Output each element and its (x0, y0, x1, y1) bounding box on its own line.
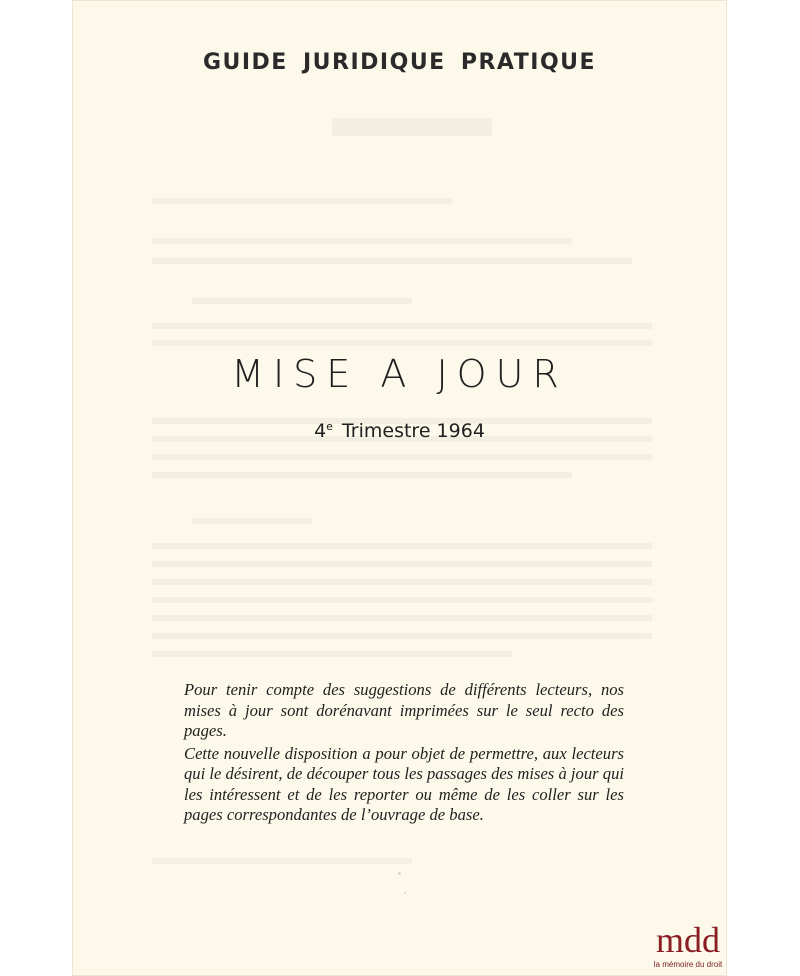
quarter-subtitle (72, 420, 727, 442)
ordinal-suffix: e (326, 420, 333, 433)
document-page (72, 0, 727, 976)
logo-lettering: mdd (655, 920, 721, 960)
paper-speck (404, 892, 406, 894)
notice-paragraph: Cette nouvelle disposition a pour objet de permettre, aux lecteurs qui le désirent, de découper tous les passages des mises à jour qui les intéressent et de les reporter ou même de les coller sur les pages correspondantes de l’ouvrage de base. (184, 743, 624, 824)
notice-paragraph: Pour tenir compte des suggestions de différents lecteurs, nos mises à jour sont dorénavant imprimées sur le seul recto des pages. (184, 680, 624, 740)
logo-caption: la mémoire du droit (653, 960, 723, 969)
notice-block (184, 680, 624, 828)
page-title: MISE A JOUR (231, 352, 568, 396)
mdd-logo-icon (646, 920, 730, 960)
quarter-text: Trimestre 1964 (341, 420, 485, 442)
mdd-watermark-logo (646, 920, 796, 976)
paper-speck (398, 872, 401, 875)
guide-header: GUIDE JURIDIQUE PRATIQUE (202, 50, 597, 75)
quarter-number: 4 (314, 420, 327, 442)
